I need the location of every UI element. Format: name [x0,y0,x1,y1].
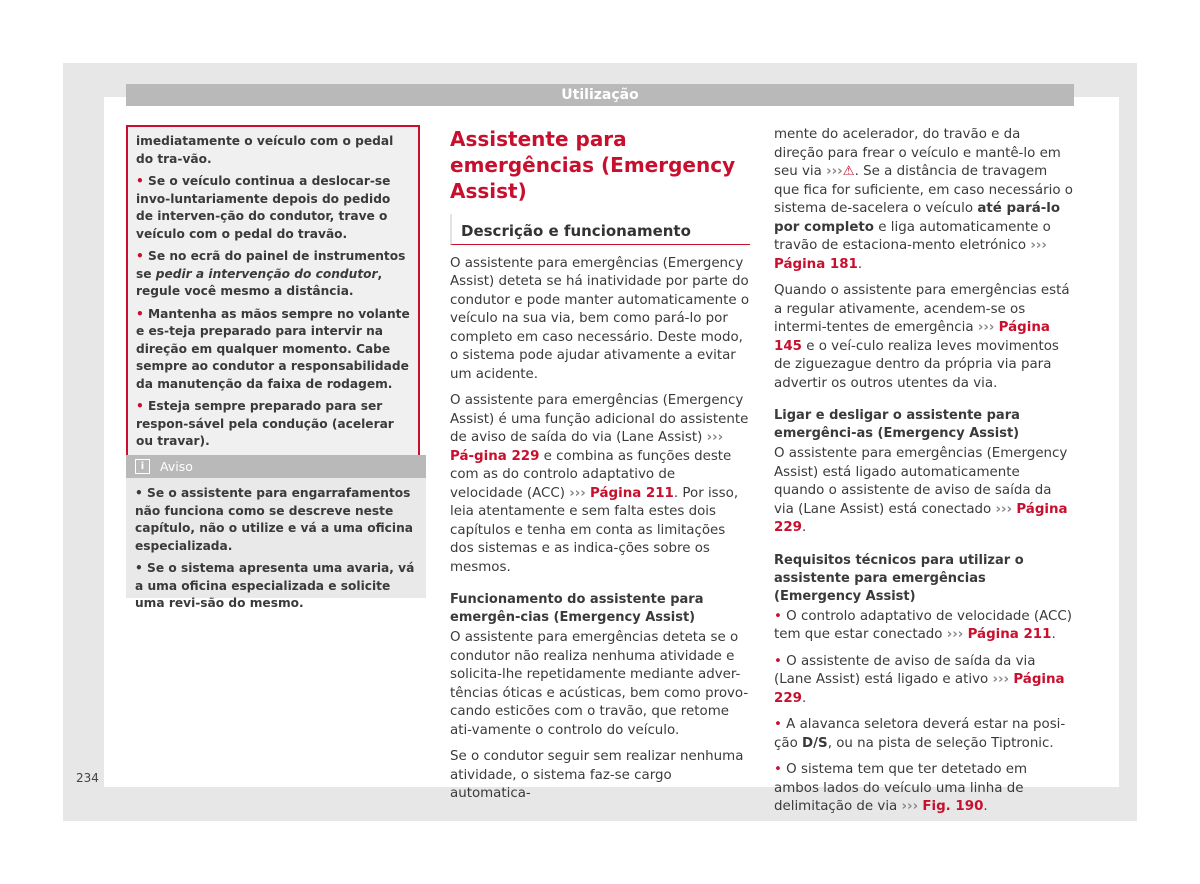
bullet: • [136,399,144,413]
page-link[interactable]: Pá-gina 229 [450,448,540,464]
paragraph: Se o condutor seguir sem realizar nenhuma atividade, o sistema faz-se cargo automatica- [450,749,744,801]
figure-link[interactable]: Fig. 190 [922,799,984,814]
arrow-icon: ››› [706,430,724,445]
list-item: • O controlo adaptativo de velocidade (ACC) tem que estar conectado ››› Página 211. [774,608,1072,642]
info-icon: i [135,459,150,474]
list-item: • O sistema tem que ter detetado em ambos lados do veículo uma linha de delimitação de via ››› Fig. 190. [774,762,1028,814]
page-link[interactable]: Página 211 [590,485,674,501]
warning-item: • Esteja sempre preparado para ser respon-sável pela condução (acelerar ou travar). [136,399,394,448]
warning-box [126,125,420,462]
middle-column [450,126,750,812]
note-box [126,455,426,610]
bullet: • [136,174,144,188]
warning-continuation: imediatamente o veículo com o pedal do tra-vão. [136,134,394,166]
page-link[interactable]: Página 211 [967,627,1052,642]
subheading: Funcionamento do assistente para emergên-cias (Emergency Assist) [450,592,704,625]
section-title: Assistente para emergências (Emergency Assist) [450,127,736,203]
paragraph: O assistente para emergências (Emergency Assist) está ligado automaticamente quando o assistente de aviso de saída da via (Lane Assist) está conectado ››› Página 229. [774,446,1068,535]
page-number: 234 [76,771,99,785]
page-link[interactable]: Página 229 [774,501,1068,535]
bullet: • [136,249,144,263]
arrow-icon: ››› [992,672,1010,687]
arrow-icon: ››› [977,320,995,335]
note-item: • Se o assistente para engarrafamentos não funciona como se descreve neste capítulo, não o utilize e vá a uma oficina especializada. [135,486,413,553]
paragraph: O assistente para emergências deteta se o condutor não realiza nenhuma atividade e solicita-lhe repetidamente mediante adver-tências óticas e acústicas, bem como provo-cando esticões com o travão, que retome ati-vamente o controlo do veículo. [450,630,749,738]
arrow-icon: ››› [1030,238,1047,253]
subheading: Requisitos técnicos para utilizar o assistente para emergências (Emergency Assist) [774,552,1024,604]
warning-triangle-icon: ⚠ [842,164,855,179]
note-body [126,478,426,613]
paragraph: O assistente para emergências (Emergency Assist) deteta se há inatividade por parte do condutor e pode manter automaticamente o veículo na sua via, bem como pará-lo por completo em caso necessário. Deste modo, o sistema pode ajudar ativamente a evitar um acidente. [450,255,750,382]
note-title: Aviso [160,459,193,474]
section-header: Utilização [126,84,1074,106]
subheading: Ligar e desligar o assistente para emergênci-as (Emergency Assist) [774,408,1020,441]
arrow-icon: ››› [901,799,919,814]
bullet: • [136,306,144,321]
right-column [774,126,1074,825]
warning-item: • Se o veículo continua a deslocar-se invo-luntariamente depois do pedido de interven-ção do condutor, trave o veículo com o pedal do travão. [136,174,391,241]
paragraph: mente do acelerador, do travão e da direção para frear o veículo e mantê-lo em seu via ›››⚠. Se a distância de travagem que fica for suficiente, em caso necessário o sistema de-sacelera o veículo até pará-lo por completo e liga automaticamente o travão de estaciona-mento eletrónico ››› Página 181. [774,127,1074,272]
list-item: • A alavanca seletora deverá estar na posi-ção D/S, ou na pista de seleção Tiptronic. [774,717,1066,751]
arrow-icon: ››› [826,164,843,179]
warning-item: • Se no ecrã do painel de instrumentos se pedir a intervenção do condutor, regule você mesmo a distância. [136,249,406,298]
note-item: • Se o sistema apresenta uma avaria, vá a uma oficina especializada e solicite uma revi-são do mesmo. [135,561,415,610]
arrow-icon: ››› [569,485,586,501]
note-header [126,455,426,478]
arrow-icon: ››› [946,627,964,642]
page-link[interactable]: Página 145 [774,320,1050,354]
arrow-icon: ››› [995,501,1013,517]
paragraph: O assistente para emergências (Emergency Assist) é uma função adicional do assistente de aviso de saída do via (Lane Assist) ››› Pá-gina 229 e combina as funções deste com as do controlo adaptativo de velocidade (ACC) ››› Página 211. Por isso, leia atentamente e sem falta estes dois capítulos e tenha em conta as limitações dos sistemas e as indica-ções sobre os mesmos. [450,393,749,575]
subsection-title: Descrição e funcionamento [450,214,750,245]
paragraph: Quando o assistente para emergências está a regular ativamente, acendem-se os intermi-tentes de emergência ››› Página 145 e o veí-culo realiza leves movimentos de ziguezague dentro da própria via para advertir os outros utentes da via. [774,283,1070,391]
page-link[interactable]: Página 229 [774,672,1065,706]
warning-item: • Mantenha as mãos sempre no volante e es-teja preparado para intervir na direção em qualquer momento. Cabe sempre ao condutor a responsabilidade da manutenção da faixa de rodagem. [136,306,410,391]
list-item: • O assistente de aviso de saída da via (Lane Assist) está ligado e ativo ››› Página 229. [774,653,1065,706]
page-link[interactable]: Página 181 [774,256,858,272]
